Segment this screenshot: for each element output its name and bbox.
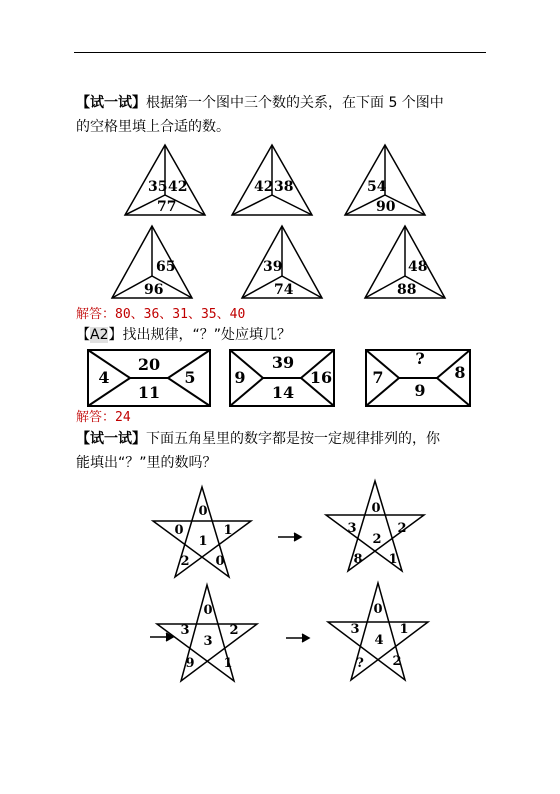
envelope-number: 7 xyxy=(372,368,384,387)
section2-question: 找出规律，“？”处应填几？ xyxy=(122,327,291,343)
star-figure-4 xyxy=(328,583,428,680)
envelope-number: 9 xyxy=(414,381,426,400)
star-number: 9 xyxy=(185,656,195,671)
star-number: 1 xyxy=(388,552,398,567)
section3-line2: 能填出“？”里的数吗？ xyxy=(76,455,217,471)
envelope-number: ? xyxy=(415,349,425,368)
triangle-number: 39 xyxy=(263,259,283,275)
star-number: 4 xyxy=(374,633,384,648)
envelope-number: 16 xyxy=(309,368,333,387)
triangle-number: 90 xyxy=(376,199,396,215)
arrow-icon xyxy=(278,533,301,541)
triangle-number: 42 xyxy=(254,179,274,195)
envelope-number: 14 xyxy=(271,383,295,402)
section1-answer: 解答：80、36、31、35、40 xyxy=(76,307,246,322)
star-figure-2 xyxy=(326,481,424,571)
section3-prefix: 【试一试】 xyxy=(76,431,146,447)
star-number: 2 xyxy=(397,521,407,536)
section1-prefix: 【试一试】 xyxy=(76,95,146,111)
star-number: 1 xyxy=(198,534,208,549)
envelope-number: 8 xyxy=(454,363,466,382)
arrow-icon xyxy=(150,633,173,641)
star-number: 1 xyxy=(399,622,409,637)
star-number: 0 xyxy=(371,501,381,516)
star-number: 3 xyxy=(180,623,190,638)
envelope-number: 39 xyxy=(271,353,295,372)
section1-text1: 根据第一个图中三个数的关系，在下面 5 个图中 xyxy=(146,95,444,111)
envelope-number: 5 xyxy=(184,368,196,387)
star-figure-3 xyxy=(157,585,257,681)
triangle-number: 35 xyxy=(148,179,168,195)
triangle-number: 38 xyxy=(274,179,294,195)
star-number: 2 xyxy=(180,554,190,569)
triangle-number: 48 xyxy=(408,259,428,275)
star-number: 2 xyxy=(372,532,382,547)
section2-bracket-close: 】 xyxy=(108,327,123,343)
triangle-number: 77 xyxy=(157,199,177,215)
section2-answer: 解答：24 xyxy=(76,410,131,425)
arrow-icon xyxy=(286,634,309,642)
triangle-number: 74 xyxy=(274,282,294,298)
envelope-number: 20 xyxy=(137,355,161,374)
section2-bracket-open: 【 xyxy=(76,327,90,343)
section2-label: A2 xyxy=(90,327,109,343)
star-number: 3 xyxy=(203,634,213,649)
star-number: 3 xyxy=(350,622,360,637)
star-number: 0 xyxy=(203,603,213,618)
star-figure-1 xyxy=(153,487,251,577)
star-number: 2 xyxy=(229,623,239,638)
star-number: ? xyxy=(356,656,364,671)
star-number: 1 xyxy=(223,523,233,538)
star-number: 2 xyxy=(392,654,402,669)
star-number: 0 xyxy=(174,523,184,538)
star-number: 8 xyxy=(353,552,363,567)
triangle-number: 88 xyxy=(397,282,417,298)
star-number: 0 xyxy=(373,602,383,617)
triangle-number: 54 xyxy=(367,179,387,195)
star-number: 0 xyxy=(198,504,208,519)
envelope-number: 11 xyxy=(137,383,161,402)
triangle-number: 42 xyxy=(168,179,188,195)
envelope-number: 4 xyxy=(98,368,110,387)
triangle-number: 96 xyxy=(144,282,164,298)
section3-text1: 下面五角星里的数字都是按一定规律排列的，你 xyxy=(146,431,440,447)
triangle-number: 65 xyxy=(156,259,176,275)
star-number: 3 xyxy=(347,521,357,536)
star-number: 1 xyxy=(223,656,233,671)
envelope-number: 9 xyxy=(234,368,246,387)
section1-line2: 的空格里填上合适的数。 xyxy=(76,119,230,135)
star-number: 0 xyxy=(215,554,225,569)
